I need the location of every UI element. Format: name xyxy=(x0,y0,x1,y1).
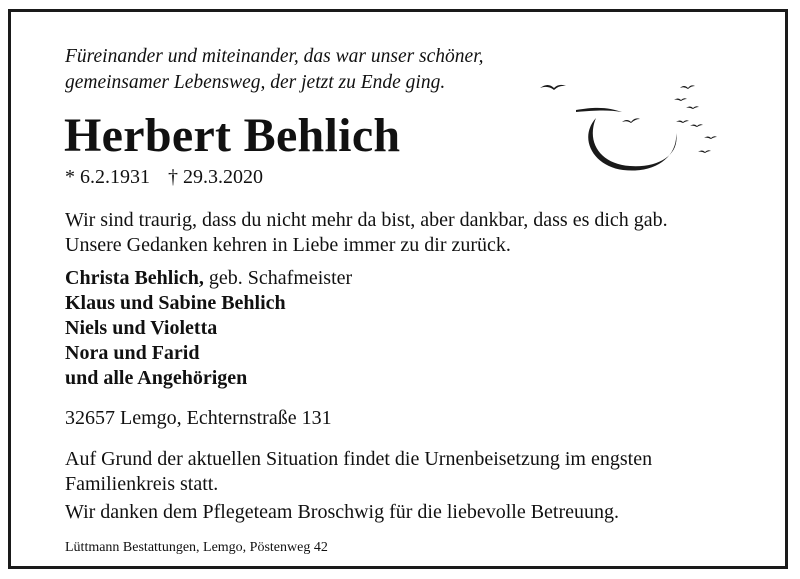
mourner-line xyxy=(65,266,352,291)
mourner-line: Nora und Farid xyxy=(65,342,200,364)
motto xyxy=(65,44,484,96)
burial-notice xyxy=(65,447,652,497)
thanks-paragraph: Wir danken dem Pflegeteam Broschwig für die liebevolle Betreuung. xyxy=(65,501,620,523)
paragraph-line: Familienkreis statt. xyxy=(65,473,219,495)
address: 32657 Lemgo, Echternstraße 131 xyxy=(65,407,332,429)
paragraph-line: Auf Grund der aktuellen Situation findet die Urnenbeisetzung im engsten xyxy=(65,448,653,470)
motto-line: gemeinsamer Lebensweg, der jetzt zu Ende ging. xyxy=(65,72,446,93)
undertaker-footer: Lüttmann Bestattungen, Lemgo, Pöstenweg 42 xyxy=(65,540,328,555)
paragraph-line: Wir sind traurig, dass du nicht mehr da bist, aber dankbar, dass es dich gab. xyxy=(65,209,668,231)
mourners-list xyxy=(65,266,352,391)
mourner-maiden-name: geb. Schafmeister xyxy=(203,267,353,289)
condolence-paragraph xyxy=(65,208,668,258)
death-date: † 29.3.2020 xyxy=(168,166,263,188)
mourner-line: Klaus und Sabine Behlich xyxy=(65,292,286,314)
deceased-name: Herbert Behlich xyxy=(64,109,401,162)
motto-line: Füreinander und miteinander, das war unser schöner, xyxy=(65,46,484,67)
moon-with-birds-icon xyxy=(538,78,728,178)
mourner-line: Niels und Violetta xyxy=(65,317,218,339)
paragraph-line: Unsere Gedanken kehren in Liebe immer zu dir zurück. xyxy=(65,234,511,256)
mourner-line: und alle Angehörigen xyxy=(65,367,248,389)
birth-date: * 6.2.1931 xyxy=(65,166,150,188)
life-dates xyxy=(65,164,281,190)
mourner-name: Christa Behlich, xyxy=(65,267,204,289)
